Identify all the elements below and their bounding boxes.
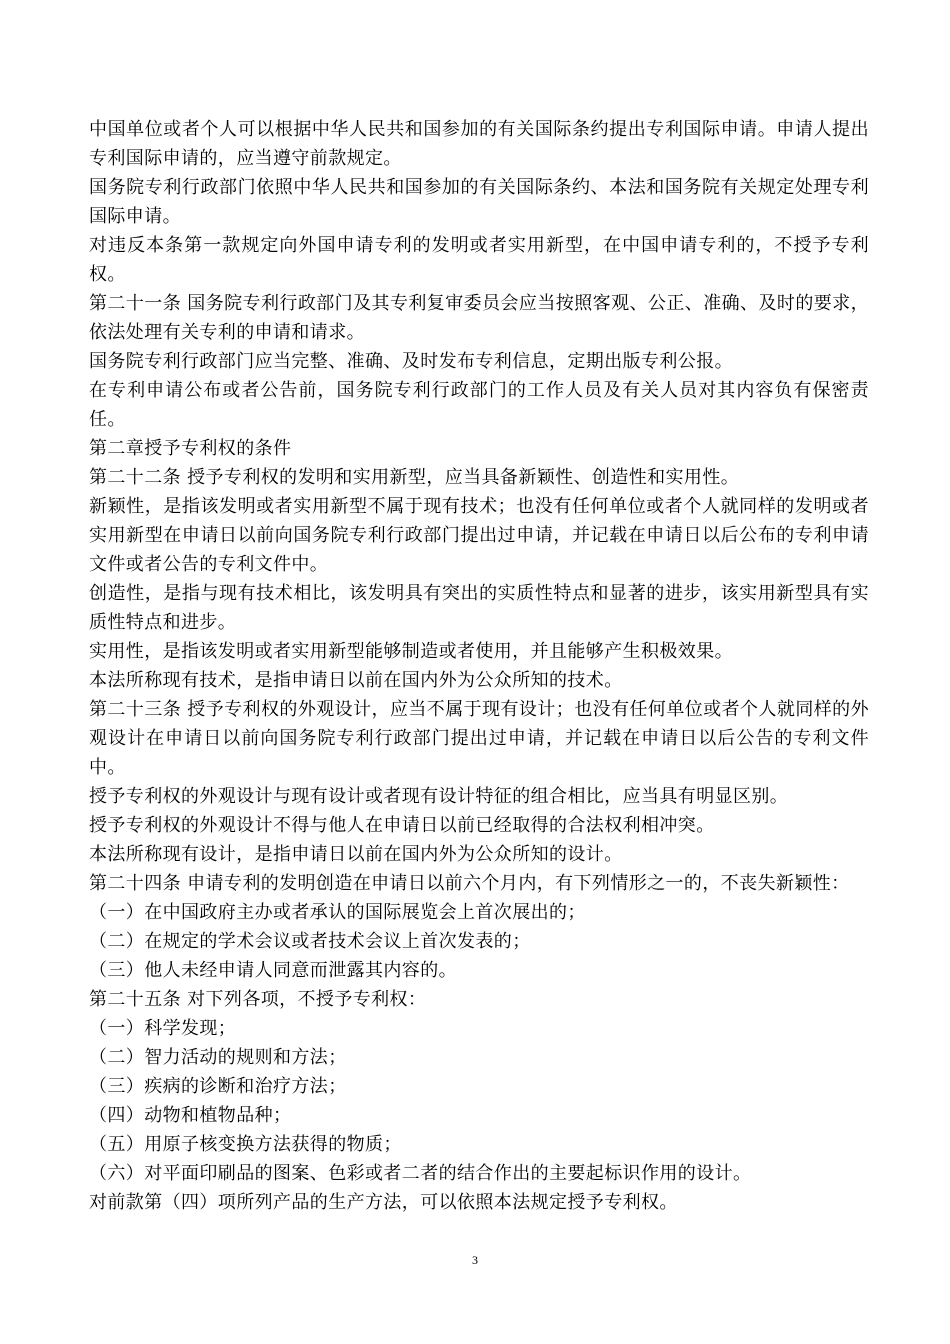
paragraph-article-24: 第二十四条 申请专利的发明创造在申请日以前六个月内，有下列情形之一的，不丧失新颖性： <box>89 873 850 894</box>
paragraph-novelty: 新颖性，是指该发明或者实用新型不属于现有技术；也没有任何单位或者个人就同样的发明或者实用新型在申请日以前向国务院专利行政部门提出过申请，并记载在申请日以后公布的专利申请文件或者公告的专利文件中。 <box>89 496 869 575</box>
document-body <box>89 115 869 1217</box>
list-item-25-6: （六）对平面印刷品的图案、色彩或者二者的结合作出的主要起标识作用的设计。 <box>89 1163 752 1184</box>
paragraph-practical-applicability: 实用性，是指该发明或者实用新型能够制造或者使用，并且能够产生积极效果。 <box>89 641 733 662</box>
list-item-24-3: （三）他人未经申请人同意而泄露其内容的。 <box>89 960 457 981</box>
paragraph-production-method: 对前款第（四）项所列产品的生产方法，可以依照本法规定授予专利权。 <box>89 1192 678 1213</box>
list-item-25-3: （三）疾病的诊断和治疗方法； <box>89 1076 347 1097</box>
list-item-25-2: （二）智力活动的规则和方法； <box>89 1047 347 1068</box>
paragraph-intl-application: 中国单位或者个人可以根据中华人民共和国参加的有关国际条约提出专利国际申请。申请人提出专利国际申请的，应当遵守前款规定。 <box>89 119 869 169</box>
paragraph-violation-no-grant: 对违反本条第一款规定向外国申请专利的发明或者实用新型，在中国申请专利的，不授予专利权。 <box>89 235 869 285</box>
paragraph-patent-gazette: 国务院专利行政部门应当完整、准确、及时发布专利信息，定期出版专利公报。 <box>89 351 733 372</box>
page-number: 3 <box>472 1253 478 1267</box>
paragraph-article-23: 第二十三条 授予专利权的外观设计，应当不属于现有设计；也没有任何单位或者个人就同样的外观设计在申请日以前向国务院专利行政部门提出过申请，并记载在申请日以后公告的专利文件中。 <box>89 699 869 778</box>
chapter-heading: 第二章授予专利权的条件 <box>89 438 292 459</box>
paragraph-prior-art: 本法所称现有技术，是指申请日以前在国内外为公众所知的技术。 <box>89 670 623 691</box>
list-item-25-5: （五）用原子核变换方法获得的物质； <box>89 1134 402 1155</box>
paragraph-article-21: 第二十一条 国务院专利行政部门及其专利复审委员会应当按照客观、公正、准确、及时的要求，依法处理有关专利的申请和请求。 <box>89 293 869 343</box>
paragraph-article-25: 第二十五条 对下列各项，不授予专利权： <box>89 989 427 1010</box>
paragraph-prior-design: 本法所称现有设计，是指申请日以前在国内外为公众所知的设计。 <box>89 844 623 865</box>
list-item-24-1: （一）在中国政府主办或者承认的国际展览会上首次展出的； <box>89 902 586 923</box>
list-item-24-2: （二）在规定的学术会议或者技术会议上首次发表的； <box>89 931 531 952</box>
paragraph-design-conflict: 授予专利权的外观设计不得与他人在申请日以前已经取得的合法权利相冲突。 <box>89 815 715 836</box>
paragraph-article-22: 第二十二条 授予专利权的发明和实用新型，应当具备新颖性、创造性和实用性。 <box>89 467 740 488</box>
list-item-25-1: （一）科学发现； <box>89 1018 237 1039</box>
list-item-25-4: （四）动物和植物品种； <box>89 1105 292 1126</box>
paragraph-design-distinction: 授予专利权的外观设计与现有设计或者现有设计特征的组合相比，应当具有明显区别。 <box>89 786 789 807</box>
paragraph-intl-treaty-handling: 国务院专利行政部门依照中华人民共和国参加的有关国际条约、本法和国务院有关规定处理专利国际申请。 <box>89 177 869 227</box>
paragraph-inventiveness: 创造性，是指与现有技术相比，该发明具有突出的实质性特点和显著的进步，该实用新型具有实质性特点和进步。 <box>89 583 869 633</box>
paragraph-confidentiality: 在专利申请公布或者公告前，国务院专利行政部门的工作人员及有关人员对其内容负有保密责任。 <box>89 380 869 430</box>
